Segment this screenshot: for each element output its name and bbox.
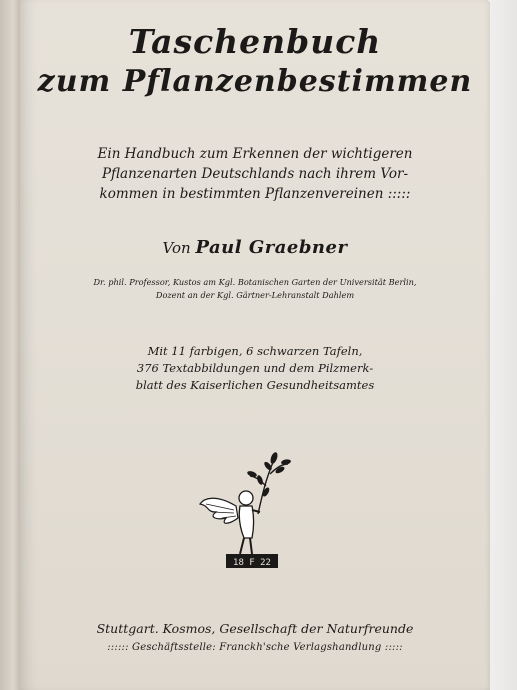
credentials-line-1: Dr. phil. Professor, Kustos am Kgl. Botanischen Garten der Universität Berlin, — [93, 277, 417, 287]
illustrations-note — [20, 343, 490, 394]
description-line-1: Ein Handbuch zum Erkennen der wichtigeren — [97, 146, 413, 162]
author-credentials — [20, 276, 490, 302]
description — [20, 144, 490, 204]
publisher-line-2: :::::: Geschäftsstelle: Franckh'sche Verlagshandlung ::::: — [107, 642, 403, 653]
publisher-line-1: Stuttgart. Kosmos, Gesellschaft der Naturfreunde — [96, 621, 414, 636]
title-page — [20, 0, 490, 690]
description-line-3: kommen in bestimmten Pflanzenvereinen ::::: — [99, 186, 411, 202]
illustrations-line-2: 376 Textabbildungen und dem Pilzmerk- — [136, 361, 374, 375]
author-line — [20, 237, 490, 258]
cherub-publisher-mark-icon — [196, 446, 306, 576]
title-line-1: Taschenbuch — [128, 22, 382, 61]
illustrations-line-1: Mit 11 farbigen, 6 schwarzen Tafeln, — [147, 344, 363, 358]
book-cover-edge — [0, 0, 22, 690]
author-prefix: Von — [162, 239, 191, 257]
description-line-2: Pflanzenarten Deutschlands nach ihrem Vor- — [101, 166, 409, 182]
illustrations-line-3: blatt des Kaiserlichen Gesundheitsamtes — [135, 378, 375, 392]
credentials-line-2: Dozent an der Kgl. Gärtner-Lehranstalt Dahlem — [155, 290, 355, 300]
author-name: Paul Graebner — [195, 237, 348, 258]
title-line-2: zum Pflanzenbestimmen — [37, 64, 473, 99]
emblem-year: 18 F 22 — [233, 558, 271, 568]
